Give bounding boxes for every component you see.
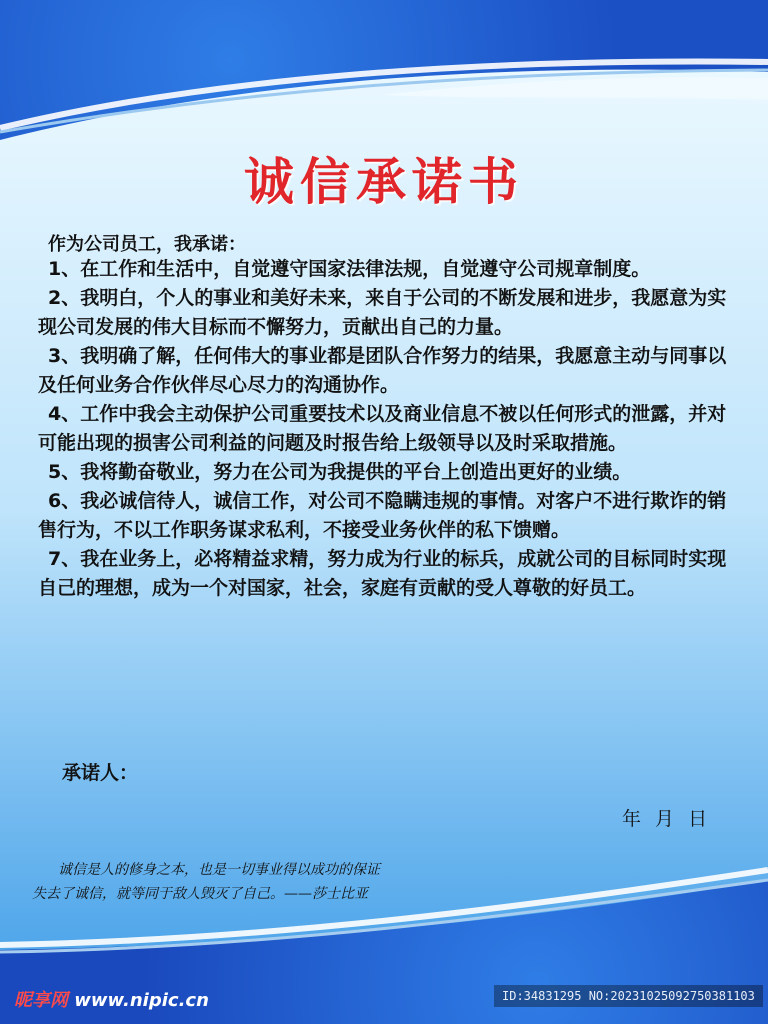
commitment-item-4: 4、工作中我会主动保护公司重要技术以及商业信息不被以任何形式的泄露，并对可能出现的损害公司利益的问题及时报告给上级领导以及时采取措施。 (38, 403, 727, 454)
commitment-list (38, 255, 738, 603)
watermark-logo (14, 986, 209, 1012)
document-title: 诚信承诺书 (244, 152, 524, 211)
signer-label: 承诺人： (62, 762, 139, 784)
watermark-logo-name: 昵享网 (14, 990, 68, 1011)
commitment-item-2: 2、我明白，个人的事业和美好未来，来自于公司的不断发展和进步，我愿意为实现公司发展的伟大目标而不懈努力，贡献出自己的力量。 (38, 287, 727, 338)
commitment-item-3: 3、我明确了解，任何伟大的事业都是团队合作努力的结果，我愿意主动与同事以及任何业务合作伙伴尽心尽力的沟通协作。 (38, 345, 727, 396)
quote-block (32, 858, 552, 906)
commitment-item-1: 1、在工作和生活中，自觉遵守国家法律法规，自觉遵守公司规章制度。 (48, 258, 651, 280)
commitment-item-7: 7、我在业务上，必将精益求精，努力成为行业的标兵，成就公司的目标同时实现自己的理想，成为一个对国家，社会，家庭有贡献的受人尊敬的好员工。 (38, 548, 727, 599)
quote-line-2: 失去了诚信，就等同于敌人毁灭了自己。——莎士比亚 (32, 886, 368, 902)
quote-line-1: 诚信是人的修身之本，也是一切事业得以成功的保证 (58, 862, 380, 878)
watermark-id: ID:34831295 NO:20231025092750381103 (494, 985, 763, 1007)
watermark-logo-url: www.nipic.cn (74, 990, 209, 1011)
intro-text: 作为公司员工，我承诺： (48, 234, 246, 255)
date-label: 年 月 日 (622, 808, 708, 830)
commitment-item-5: 5、我将勤奋敬业，努力在公司为我提供的平台上创造出更好的业绩。 (48, 461, 632, 483)
commitment-item-6: 6、我必诚信待人，诚信工作，对公司不隐瞒违规的事情。对客户不进行欺诈的销售行为，不以工作职务谋求私利，不接受业务伙伴的私下馈赠。 (38, 490, 727, 541)
